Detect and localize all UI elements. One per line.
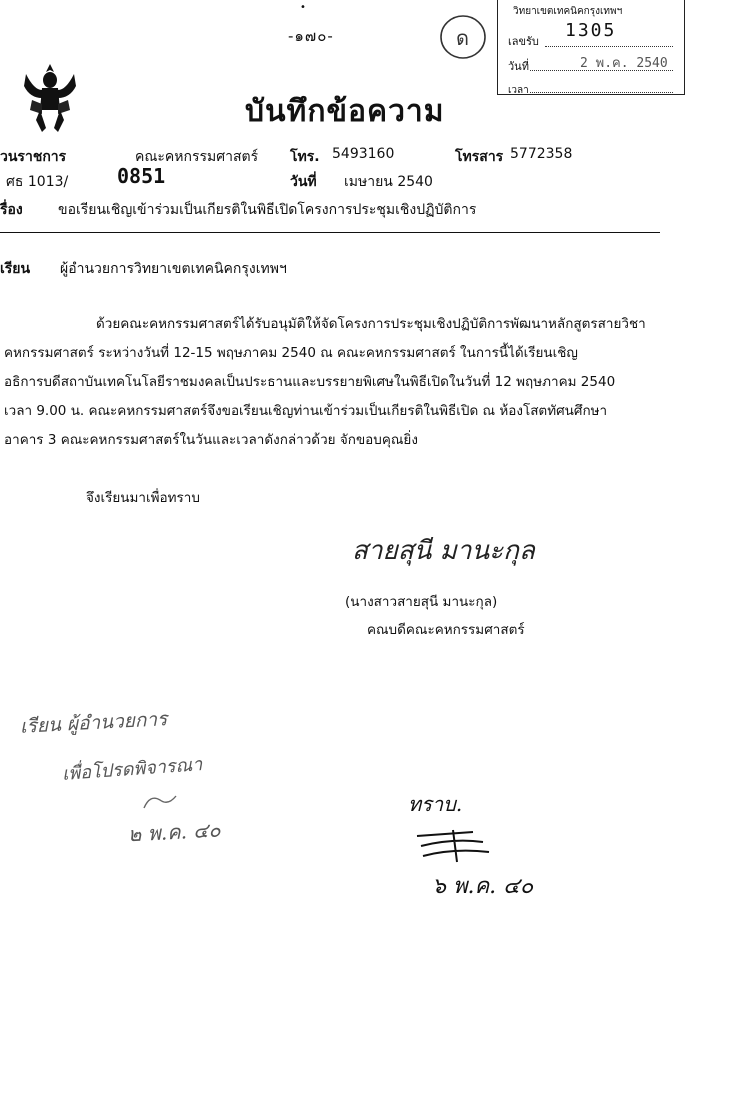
receipt-time-label: เวลา [508, 85, 529, 96]
date-value: เมษายน 2540 [344, 174, 433, 190]
fax-value: 5772358 [510, 146, 573, 162]
receipt-date-value: 2 พ.ค. 2540 [580, 56, 668, 71]
top-mark: • [300, 2, 306, 13]
body-line: อาคาร 3 คณะคหกรรมศาสตร์ในวันและเวลาดังกล่าวด้วย จักขอบคุณยิ่ง [4, 432, 418, 448]
signer-name: (นางสาวสายสุนี มานะกุล) [345, 594, 498, 610]
right-note-signature-icon [413, 826, 493, 866]
salutation-label: เรียน [0, 261, 31, 277]
docno-value: 0851 [117, 164, 166, 188]
phone-label: โทร. [290, 149, 320, 165]
body-line: เวลา 9.00 น. คณะคหกรรมศาสตร์จึงขอเรียนเชิญท่านเข้าร่วมเป็นเกียรติในพิธีเปิด ณ ห้องโสตทัศนศึกษา [4, 403, 608, 419]
left-note-initial-icon [140, 790, 180, 816]
salutation-value: ผู้อำนวยการวิทยาเขตเทคนิคกรุงเทพฯ [60, 261, 287, 277]
receipt-no-value: 1305 [565, 20, 617, 41]
phone-value: 5493160 [332, 146, 395, 162]
date-label: วันที่ [290, 174, 317, 190]
subject-value: ขอเรียนเชิญเข้าร่วมเป็นเกียรติในพิธีเปิดโครงการประชุมเชิงปฏิบัติการ [58, 202, 477, 218]
fax-label: โทรสาร [455, 149, 504, 165]
left-note-date: ๒ พ.ค. ๔๐ [127, 817, 222, 847]
body-line: ด้วยคณะคหกรรมศาสตร์ได้รับอนุมัติให้จัดโครงการประชุมเชิงปฏิบัติการพัฒนาหลักสูตรสายวิชา [96, 316, 646, 332]
docno-prefix: ศธ 1013/ [6, 174, 69, 190]
subject-label: รื่อง [0, 202, 23, 218]
signer-position: คณบดีคณะคหกรรมศาสตร์ [367, 622, 525, 638]
receipt-stamp-heading: วิทยาเขตเทคนิคกรุงเทพฯ [513, 6, 623, 17]
page-number: -๑๗๐- [288, 27, 334, 45]
closing-text: จึงเรียนมาเพื่อทราบ [86, 490, 200, 506]
memo-title: บันทึกข้อความ [245, 94, 445, 129]
receipt-no-label: เลขรับ [508, 35, 539, 48]
right-note-line1: ทราบ. [408, 792, 463, 816]
dept-value: คณะคหกรรมศาสตร์ [135, 149, 259, 165]
right-note-date: ๖ พ.ค. ๔๐ [432, 874, 534, 899]
body-line: อธิการบดีสถาบันเทคโนโลยีราชมงคลเป็นประธานและบรรยายพิเศษในพิธีเปิดในวันที่ 12 พฤษภาคม 2540 [4, 374, 616, 390]
stamp-circle-mark: ด [456, 26, 469, 50]
dept-label: วนราชการ [0, 149, 67, 165]
left-note-line1: เรียน ผู้อำนวยการ [19, 708, 168, 738]
receipt-date-label: วันที่ [508, 60, 529, 73]
body-line: คหกรรมศาสตร์ ระหว่างวันที่ 12-15 พฤษภาคม 2540 ณ คณะคหกรรมศาสตร์ ในการนี้ได้เรียนเชิญ [4, 345, 578, 361]
left-note-line2: เพื่อโปรดพิจารณา [61, 754, 203, 785]
handwritten-signature: สายสุนี มานะกุล [352, 536, 535, 566]
